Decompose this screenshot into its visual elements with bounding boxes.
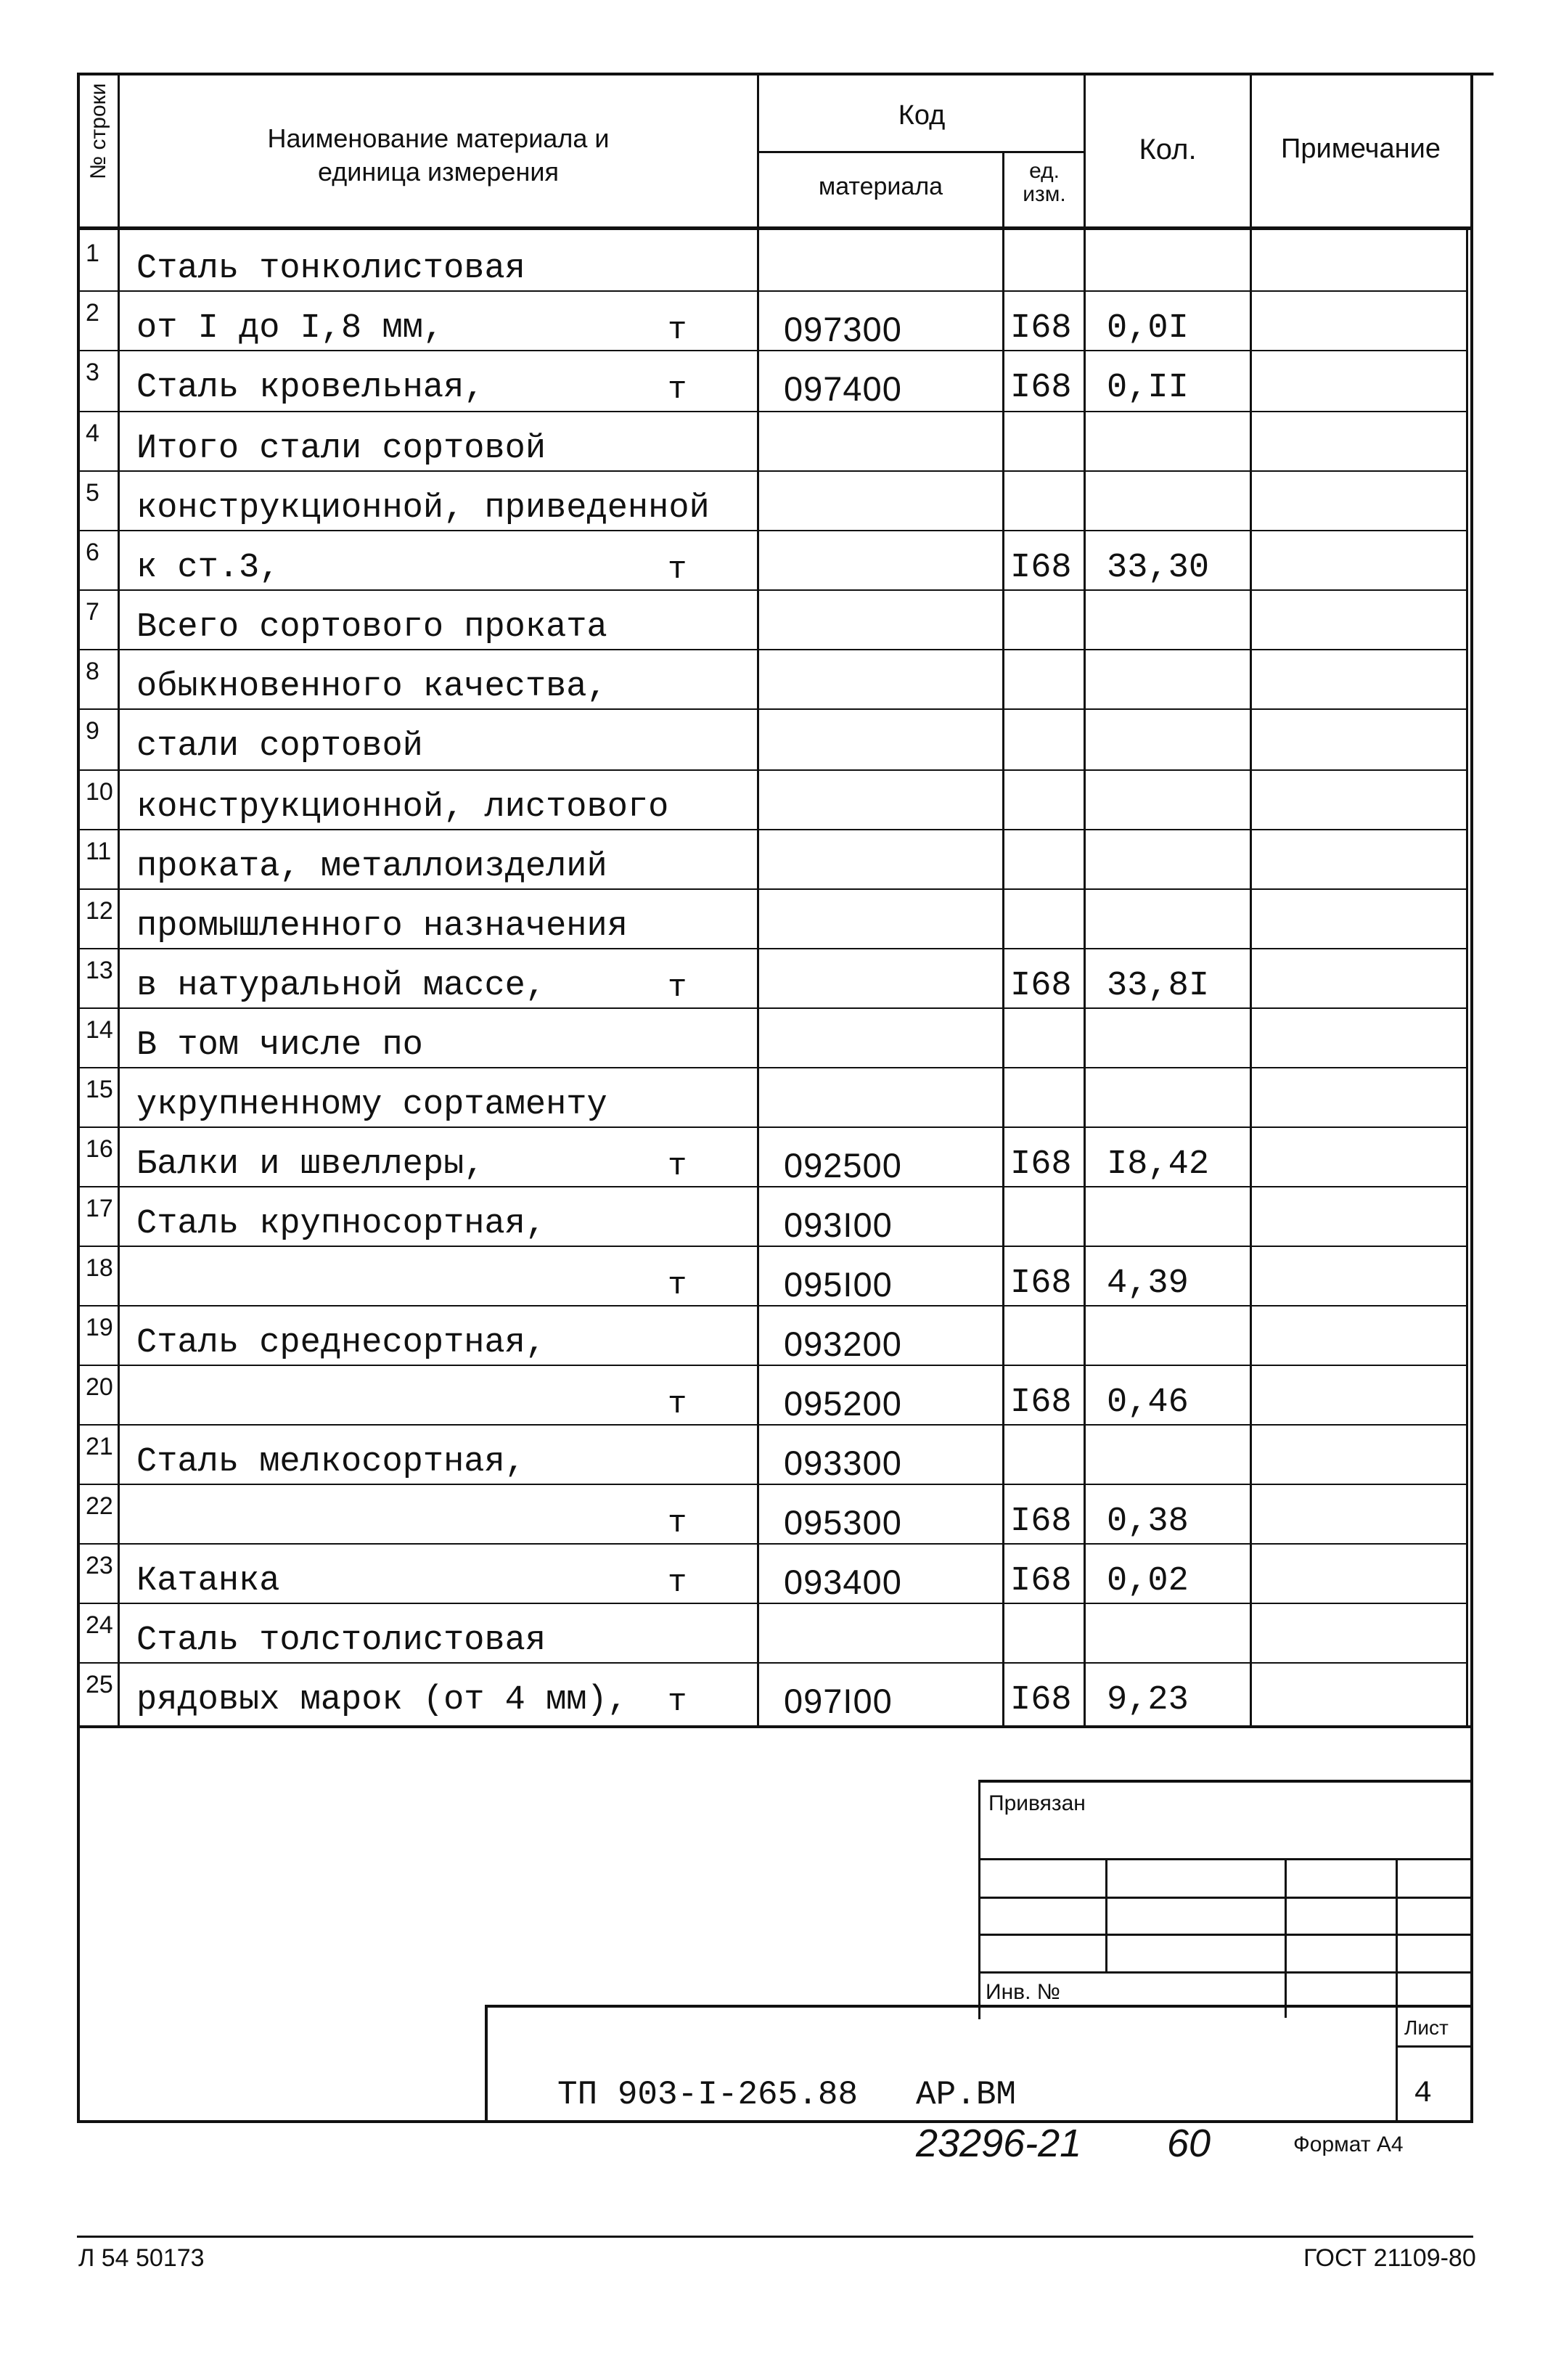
row-separator: [78, 1365, 1468, 1366]
row-unit-letter: т: [668, 1684, 687, 1720]
header-qty: Кол.: [1139, 134, 1197, 165]
row-number: 15: [86, 1076, 113, 1103]
kod-subheader-line: [758, 151, 1085, 153]
row-material-code: 093200: [784, 1325, 902, 1363]
privyazan-label: Привязан: [988, 1791, 1086, 1815]
col-line-rownum: [118, 73, 120, 1727]
row-unit-code: I68: [1010, 967, 1072, 1005]
row-unit-letter: т: [668, 1386, 687, 1423]
row-separator: [78, 290, 1468, 292]
row-number: 4: [86, 420, 99, 447]
main-stamp-top: [485, 2005, 1473, 2008]
row-number: 23: [86, 1552, 113, 1579]
row-material-code: 095300: [784, 1503, 902, 1542]
table-right-border: [1470, 73, 1473, 2123]
row-material-name: проката, металлоизделий: [136, 848, 607, 886]
format-label: Формат А4: [1293, 2132, 1404, 2156]
row-material-name: промышленного назначения: [136, 907, 628, 946]
row-separator: [78, 1186, 1468, 1187]
row-number: 16: [86, 1135, 113, 1163]
footer-line: [77, 2236, 1473, 2238]
row-material-name: к ст.3,: [136, 549, 280, 587]
row-material-name: в натуральной массе,: [136, 967, 546, 1005]
header-name: [120, 122, 757, 189]
row-unit-code: I68: [1010, 549, 1072, 587]
row-material-name: Сталь кровельная,: [136, 369, 485, 407]
header-unit-line1: ед.: [1029, 159, 1060, 183]
row-separator: [78, 829, 1468, 830]
row-number: 10: [86, 778, 113, 806]
header-material: материала: [818, 173, 943, 200]
row-number: 22: [86, 1492, 113, 1520]
privyazan-line-1: [978, 1858, 1473, 1860]
table-top-border: [77, 73, 1494, 75]
col-line-ed: [1084, 73, 1086, 1727]
row-separator: [78, 1305, 1468, 1306]
doc-suffix: АР.ВМ: [916, 2076, 1017, 2114]
row-material-name: укрупненному сортаменту: [136, 1086, 607, 1124]
footer-left: Л 54 50173: [78, 2244, 205, 2272]
row-material-code: 095200: [784, 1384, 902, 1423]
row-unit-code: I68: [1010, 1681, 1072, 1719]
row-number: 13: [86, 957, 113, 984]
header-name-line2: единица измерения: [318, 157, 559, 187]
row-material-name: Сталь среднесортная,: [136, 1324, 546, 1362]
row-unit-code: I68: [1010, 309, 1072, 348]
row-number: 17: [86, 1195, 113, 1222]
privyazan-line-4: [978, 1971, 1473, 1974]
row-number: 12: [86, 897, 113, 925]
row-material-name: Сталь толстолистовая: [136, 1622, 546, 1660]
row-separator: [78, 888, 1468, 890]
row-separator: [78, 1543, 1468, 1545]
row-number: 2: [86, 299, 99, 327]
row-separator: [78, 769, 1468, 771]
row-separator: [78, 948, 1468, 949]
row-material-code: 097300: [784, 310, 902, 348]
row-separator: [78, 1067, 1468, 1068]
row-separator: [78, 1126, 1468, 1128]
header-bottom-line: [77, 226, 1473, 230]
row-unit-code: I68: [1010, 1562, 1072, 1600]
row-unit-letter: т: [668, 1267, 687, 1304]
row-number: 5: [86, 479, 99, 507]
row-material-name: Всего сортового проката: [136, 608, 607, 647]
row-separator: [78, 708, 1468, 710]
row-separator: [78, 1484, 1468, 1485]
row-separator: [78, 411, 1468, 412]
row-unit-letter: т: [668, 312, 687, 348]
row-material-name: Балки и швеллеры,: [136, 1145, 485, 1184]
row-unit-code: I68: [1010, 1264, 1072, 1303]
row-quantity: 0,38: [1107, 1502, 1189, 1541]
row-number: 7: [86, 598, 99, 626]
row-quantity: 0,0I: [1107, 309, 1189, 348]
row-number: 9: [86, 717, 99, 745]
row-number: 18: [86, 1254, 113, 1282]
row-material-name: Сталь крупносортная,: [136, 1205, 546, 1243]
row-separator: [78, 589, 1468, 591]
doc-code: ТП 903-I-265.88: [557, 2076, 859, 2114]
row-material-name: от I до I,8 мм,: [136, 309, 444, 348]
row-material-name: обыкновенного качества,: [136, 668, 607, 706]
row-unit-letter: т: [668, 372, 687, 408]
col-line-note: [1466, 226, 1468, 1727]
row-material-code: 095I00: [784, 1265, 893, 1304]
archive-page: 60: [1167, 2122, 1211, 2165]
row-separator: [78, 350, 1468, 351]
row-separator: [78, 1662, 1468, 1664]
row-material-name: Итого стали сортовой: [136, 430, 546, 468]
sheet-cell-line: [1396, 2045, 1473, 2048]
row-unit-letter: т: [668, 970, 687, 1006]
row-unit-code: I68: [1010, 1502, 1072, 1541]
row-quantity: 0,II: [1107, 369, 1189, 407]
header-unit: [1004, 160, 1084, 206]
row-number: 11: [86, 838, 112, 865]
stamp-bottom-line: [77, 2120, 1473, 2123]
row-number: 20: [86, 1373, 113, 1401]
row-number: 19: [86, 1314, 113, 1341]
row-material-code: 093300: [784, 1444, 902, 1482]
header-code: Код: [898, 100, 946, 131]
row-number: 21: [86, 1433, 113, 1460]
row-number: 24: [86, 1611, 113, 1639]
table-left-border: [77, 73, 80, 2123]
row-separator: [78, 1603, 1468, 1604]
privyazan-box-left: [978, 1780, 980, 2019]
row-material-code: 097I00: [784, 1682, 893, 1720]
row-number: 3: [86, 359, 99, 386]
row-separator: [78, 1424, 1468, 1426]
privyazan-vline-1: [1105, 1858, 1107, 1971]
row-number: 6: [86, 539, 99, 566]
row-quantity: 0,02: [1107, 1562, 1189, 1600]
row-unit-letter: т: [668, 552, 687, 588]
header-row-no: № строки: [86, 83, 110, 179]
row-material-code: 093400: [784, 1563, 902, 1601]
row-quantity: 33,8I: [1107, 967, 1210, 1005]
row-unit-letter: т: [668, 1505, 687, 1542]
row-material-name: конструкционной, листового: [136, 788, 669, 827]
row-separator: [78, 649, 1468, 650]
row-separator: [78, 470, 1468, 472]
sheet-label: Лист: [1404, 2016, 1449, 2039]
row-unit-letter: т: [668, 1148, 687, 1185]
row-number: 25: [86, 1671, 113, 1698]
row-material-name: В том числе по: [136, 1026, 423, 1065]
body-bottom-line: [77, 1725, 1473, 1728]
privyazan-box-top: [978, 1780, 1473, 1783]
col-line-qty: [1250, 73, 1252, 1727]
col-line-name: [757, 73, 759, 1727]
row-material-name: Сталь мелкосортная,: [136, 1443, 525, 1481]
row-quantity: I8,42: [1107, 1145, 1210, 1184]
inv-no-label: Инв. №: [986, 1980, 1060, 2004]
row-material-name: Сталь тонколистовая: [136, 250, 525, 288]
row-number: 14: [86, 1016, 113, 1044]
row-separator: [78, 1246, 1468, 1247]
row-material-name: стали сортовой: [136, 727, 423, 766]
row-material-name: рядовых марок (от 4 мм),: [136, 1681, 628, 1719]
header-name-line1: Наименование материала и: [267, 123, 610, 153]
header-note: Примечание: [1281, 134, 1441, 164]
row-quantity: 4,39: [1107, 1264, 1189, 1303]
privyazan-vline-2: [1285, 1858, 1287, 2018]
row-quantity: 0,46: [1107, 1383, 1189, 1422]
row-unit-code: I68: [1010, 1145, 1072, 1184]
row-material-code: 097400: [784, 369, 902, 408]
row-quantity: 33,30: [1107, 549, 1210, 587]
col-line-code: [1002, 152, 1004, 1727]
row-number: 1: [86, 240, 99, 267]
row-material-name: Катанка: [136, 1562, 280, 1600]
archive-number: 23296-21: [916, 2122, 1082, 2165]
header-unit-line2: изм.: [1023, 182, 1066, 206]
row-quantity: 9,23: [1107, 1681, 1189, 1719]
row-unit-code: I68: [1010, 369, 1072, 407]
row-separator: [78, 530, 1468, 531]
privyazan-line-2: [978, 1897, 1473, 1899]
privyazan-vline-3: [1396, 1858, 1398, 2123]
privyazan-line-3: [978, 1934, 1473, 1936]
row-material-name: конструкционной, приведенной: [136, 489, 710, 528]
row-number: 8: [86, 658, 99, 685]
main-stamp-left: [485, 2005, 488, 2122]
row-material-code: 092500: [784, 1146, 902, 1185]
footer-right: ГОСТ 21109-80: [1303, 2244, 1476, 2272]
row-unit-letter: т: [668, 1565, 687, 1601]
row-unit-code: I68: [1010, 1383, 1072, 1422]
row-material-code: 093I00: [784, 1206, 893, 1244]
row-separator: [78, 1007, 1468, 1009]
sheet-number: 4: [1414, 2076, 1433, 2111]
